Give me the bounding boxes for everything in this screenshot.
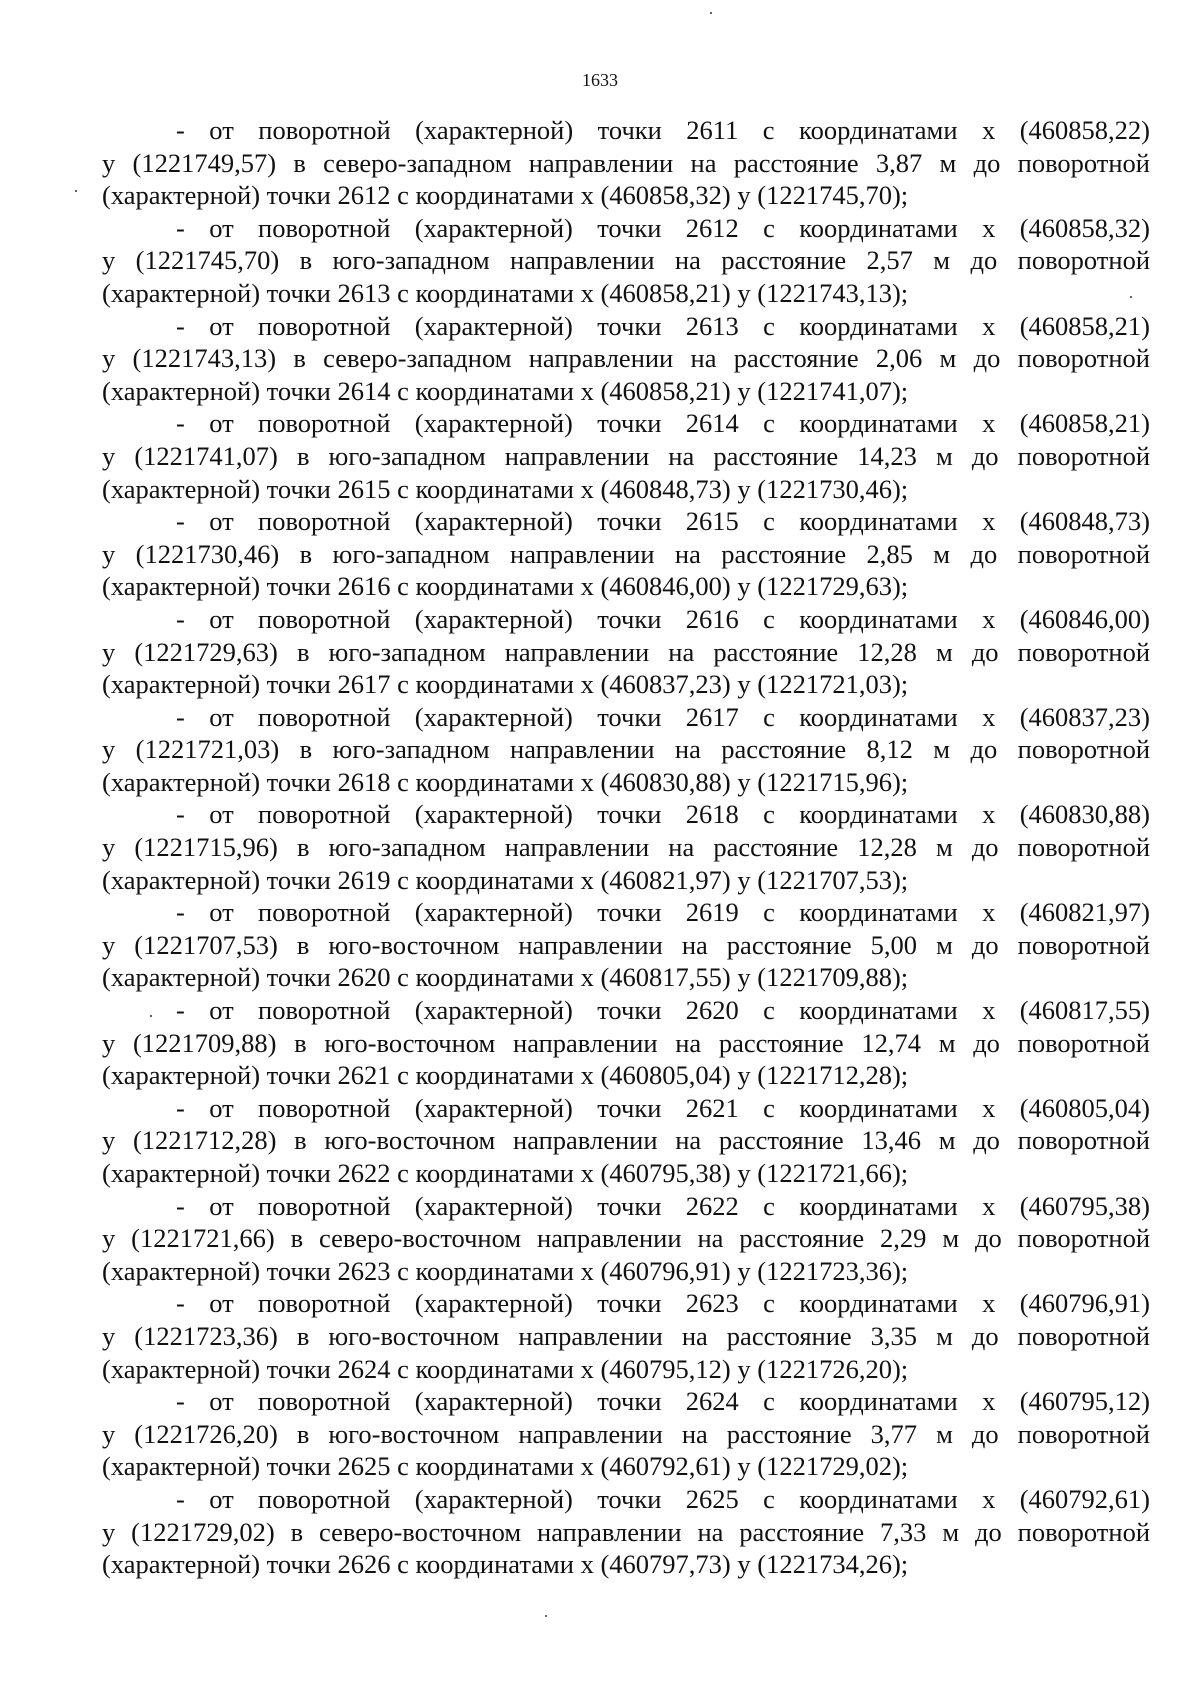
- boundary-segment-2623: [102, 1287, 1150, 1385]
- segment-line-3: (характерной) точки 2619 с координатами х (460821,97) у (1221707,53);: [102, 864, 909, 895]
- segment-line-3: (характерной) точки 2617 с координатами х (460837,23) у (1221721,03);: [102, 669, 909, 700]
- segment-line-1: - от поворотной (характерной) точки 2617 с координатами х (460837,23): [176, 701, 1150, 732]
- segment-line-1: - от поворотной (характерной) точки 2618 с координатами х (460830,88): [176, 799, 1150, 830]
- segment-line-3: (характерной) точки 2621 с координатами х (460805,04) у (1221712,28);: [102, 1060, 909, 1091]
- boundary-segment-2620: [102, 994, 1150, 1092]
- segment-line-3: (характерной) точки 2613 с координатами х (460858,21) у (1221743,13);: [102, 277, 909, 308]
- segment-line-3: (характерной) точки 2620 с координатами х (460817,55) у (1221709,88);: [102, 962, 909, 993]
- segment-line-2: у (1221745,70) в юго-западном направлении на расстояние 2,57 м до поворотной: [102, 245, 1150, 276]
- segment-line-1: - от поворотной (характерной) точки 2613 с координатами х (460858,21): [176, 310, 1150, 341]
- segment-line-2: у (1221730,46) в юго-западном направлении на расстояние 2,85 м до поворотной: [102, 538, 1150, 569]
- boundary-segment-2621: [102, 1092, 1150, 1190]
- boundary-segment-2612: [102, 212, 1150, 310]
- boundary-segment-2615: [102, 505, 1150, 603]
- segment-line-1: - от поворотной (характерной) точки 2616 с координатами х (460846,00): [176, 603, 1150, 634]
- segment-line-1: - от поворотной (характерной) точки 2620 с координатами х (460817,55): [176, 995, 1150, 1026]
- segment-line-2: у (1221743,13) в северо-западном направлении на расстояние 2,06 м до поворотной: [102, 343, 1150, 374]
- segment-line-1: - от поворотной (характерной) точки 2624 с координатами х (460795,12): [176, 1386, 1150, 1417]
- boundary-description: [102, 114, 1150, 1581]
- scan-speck: [545, 1615, 547, 1617]
- segment-line-1: - от поворотной (характерной) точки 2612 с координатами х (460858,32): [176, 212, 1150, 243]
- segment-line-2: у (1221729,63) в юго-западном направлении на расстояние 12,28 м до поворотной: [102, 636, 1150, 667]
- segment-line-1: - от поворотной (характерной) точки 2619 с координатами х (460821,97): [176, 897, 1150, 928]
- segment-line-1: - от поворотной (характерной) точки 2611 с координатами х (460858,22): [176, 115, 1150, 145]
- segment-line-1: - от поворотной (характерной) точки 2615 с координатами х (460848,73): [176, 506, 1150, 537]
- segment-line-3: (характерной) точки 2626 с координатами х (460797,73) у (1221734,26);: [102, 1549, 909, 1580]
- boundary-segment-2614: [102, 407, 1150, 505]
- segment-line-1: - от поворотной (характерной) точки 2623 с координатами х (460796,91): [176, 1288, 1150, 1319]
- segment-line-2: у (1221715,96) в юго-западном направлении на расстояние 12,28 м до поворотной: [102, 832, 1150, 863]
- boundary-segment-2624: [102, 1385, 1150, 1483]
- boundary-segment-2622: [102, 1190, 1150, 1288]
- page-number: 1633: [582, 70, 618, 90]
- boundary-segment-2617: [102, 701, 1150, 799]
- segment-line-1: - от поворотной (характерной) точки 2614 с координатами х (460858,21): [176, 408, 1150, 439]
- boundary-segment-2625: [102, 1483, 1150, 1581]
- segment-line-2: у (1221749,57) в северо-западном направлении на расстояние 3,87 м до поворотной: [102, 147, 1150, 178]
- segment-line-2: у (1221723,36) в юго-восточном направлении на расстояние 3,35 м до поворотной: [102, 1320, 1150, 1351]
- segment-line-3: (характерной) точки 2615 с координатами х (460848,73) у (1221730,46);: [102, 473, 909, 504]
- segment-line-2: у (1221721,66) в северо-восточном направлении на расстояние 2,29 м до поворотной: [102, 1223, 1150, 1254]
- segment-line-3: (характерной) точки 2614 с координатами х (460858,21) у (1221741,07);: [102, 375, 909, 406]
- segment-line-2: у (1221712,28) в юго-восточном направлении на расстояние 13,46 м до поворотной: [102, 1125, 1150, 1156]
- segment-line-3: (характерной) точки 2612 с координатами х (460858,32) у (1221745,70);: [102, 180, 909, 211]
- segment-line-3: (характерной) точки 2618 с координатами х (460830,88) у (1221715,96);: [102, 766, 909, 797]
- segment-line-1: - от поворотной (характерной) точки 2625 с координатами х (460792,61): [176, 1483, 1150, 1514]
- segment-line-2: у (1221707,53) в юго-восточном направлении на расстояние 5,00 м до поворотной: [102, 929, 1150, 960]
- segment-line-3: (характерной) точки 2622 с координатами х (460795,38) у (1221721,66);: [102, 1158, 909, 1188]
- boundary-segment-2618: [102, 798, 1150, 896]
- segment-line-2: у (1221729,02) в северо-восточном направлении на расстояние 7,33 м до поворотной: [102, 1516, 1150, 1547]
- scan-speck: [75, 190, 77, 192]
- segment-line-1: - от поворотной (характерной) точки 2621 с координатами х (460805,04): [176, 1092, 1150, 1123]
- segment-line-1: - от поворотной (характерной) точки 2622 с координатами х (460795,38): [176, 1190, 1150, 1221]
- segment-line-3: (характерной) точки 2625 с координатами х (460792,61) у (1221729,02);: [102, 1451, 909, 1482]
- boundary-segment-2613: [102, 310, 1150, 408]
- scan-speck: [150, 1015, 152, 1017]
- scan-speck: [710, 12, 712, 14]
- boundary-segment-2619: [102, 896, 1150, 994]
- segment-line-2: у (1221741,07) в юго-западном направлении на расстояние 14,23 м до поворотной: [102, 440, 1150, 471]
- segment-line-2: у (1221726,20) в юго-восточном направлении на расстояние 3,77 м до поворотной: [102, 1418, 1150, 1449]
- segment-line-2: у (1221721,03) в юго-западном направлении на расстояние 8,12 м до поворотной: [102, 734, 1150, 765]
- boundary-segment-2611: [102, 114, 1150, 212]
- segment-line-3: (характерной) точки 2623 с координатами х (460796,91) у (1221723,36);: [102, 1255, 909, 1286]
- segment-line-3: (характерной) точки 2624 с координатами х (460795,12) у (1221726,20);: [102, 1353, 909, 1384]
- scan-speck: [1130, 296, 1132, 298]
- segment-line-2: у (1221709,88) в юго-восточном направлении на расстояние 12,74 м до поворотной: [102, 1027, 1150, 1058]
- segment-line-3: (характерной) точки 2616 с координатами х (460846,00) у (1221729,63);: [102, 571, 909, 602]
- boundary-segment-2616: [102, 603, 1150, 701]
